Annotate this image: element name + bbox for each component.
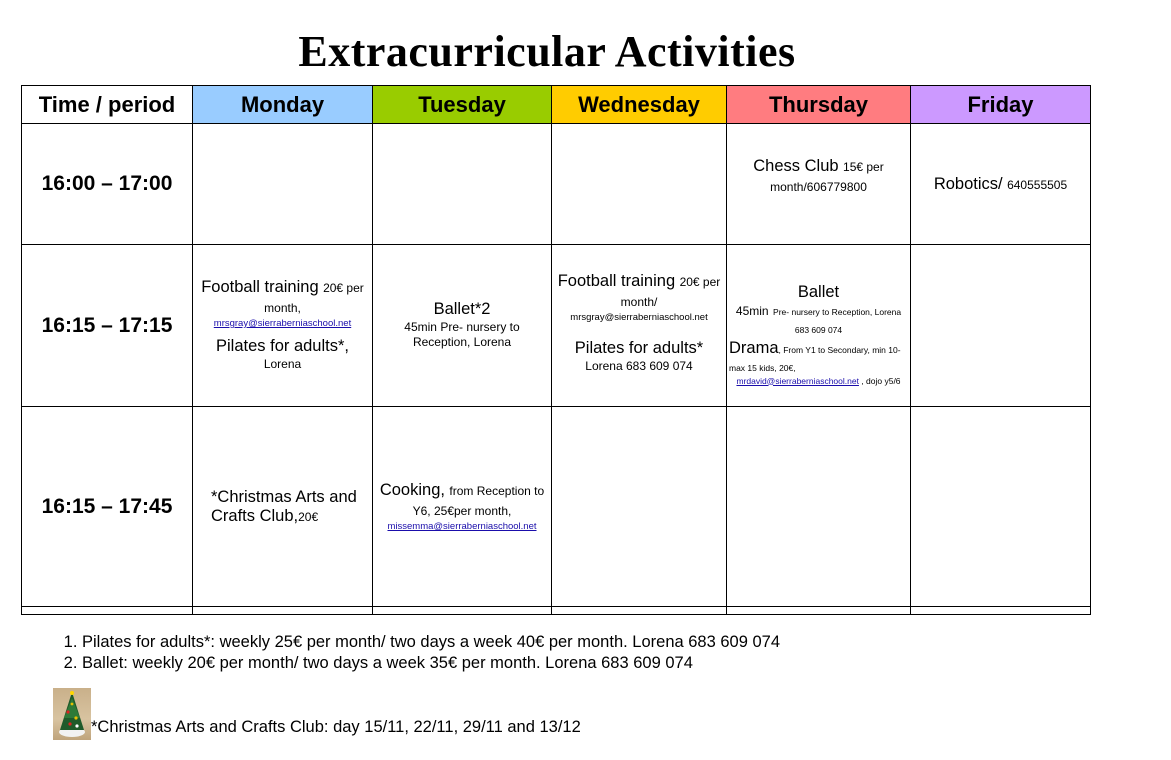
cell-tuesday-ballet — [373, 245, 552, 407]
header-tuesday: Tuesday — [373, 86, 552, 124]
email-link[interactable]: mrdavid@sierraberniaschool.net — [736, 375, 859, 386]
ballet-detail: Pre- nursery to Reception, Lorena 683 609 074 — [773, 306, 902, 336]
football-detail: 20€ per month/ — [620, 275, 721, 309]
pilates-label: Pilates for adults*, — [216, 336, 349, 355]
cell-friday-empty — [911, 245, 1091, 407]
table-row-spacer — [22, 607, 1091, 615]
christmas-club-dates: *Christmas Arts and Crafts Club: day 15/11, 22/11, 29/11 and 13/12 — [91, 718, 581, 736]
cell-monday-football-pilates — [193, 245, 373, 407]
spacer-cell — [552, 607, 727, 615]
cell-wednesday-empty — [552, 124, 727, 245]
cell-monday-empty — [193, 124, 373, 245]
cell-friday-robotics — [911, 124, 1091, 245]
cell-thursday-chess — [727, 124, 911, 245]
table-row — [22, 124, 1091, 245]
football-label: Football training — [557, 272, 676, 290]
spacer-cell — [373, 607, 552, 615]
ballet-detail: 45min Pre- nursery to Reception, Lorena — [404, 319, 520, 349]
header-wednesday: Wednesday — [552, 86, 727, 124]
cooking-label: Cooking, — [379, 481, 445, 500]
drama-label: Drama — [729, 338, 779, 357]
table-row — [22, 407, 1091, 607]
time-cell: 16:00 – 17:00 — [22, 124, 193, 245]
pilates-detail: Lorena — [263, 356, 302, 371]
robotics-label: Robotics/ — [933, 174, 1003, 193]
cell-wednesday-football-pilates — [552, 245, 727, 407]
time-cell: 16:15 – 17:15 — [22, 245, 193, 407]
football-detail: 20€ per month, — [264, 281, 364, 315]
cell-wednesday-empty — [552, 407, 727, 607]
drama-detail: , From Y1 to Secondary, min 10- max 15 kids, 20€, — [729, 344, 901, 374]
header-time: Time / period — [22, 86, 193, 124]
ballet-label: Ballet — [797, 283, 840, 301]
header-row — [22, 86, 1091, 124]
header-friday: Friday — [911, 86, 1091, 124]
christmas-tree-icon — [53, 688, 91, 740]
header-monday: Monday — [193, 86, 373, 124]
christmas-club-price: 20€ — [298, 509, 319, 524]
cell-monday-christmas — [193, 407, 373, 607]
notes-list — [46, 632, 780, 674]
email-link[interactable]: mrsgray@sierraberniaschool.net — [213, 318, 352, 329]
page-title: Extracurricular Activities — [298, 27, 796, 76]
cell-thursday-empty — [727, 407, 911, 607]
pilates-detail: Lorena 683 609 074 — [585, 358, 693, 373]
christmas-club-label: *Christmas Arts and Crafts Club, — [211, 487, 357, 525]
spacer-cell — [727, 607, 911, 615]
spacer-cell — [911, 607, 1091, 615]
cell-tuesday-cooking — [373, 407, 552, 607]
spacer-cell — [22, 607, 193, 615]
activities-table — [21, 85, 1091, 615]
robotics-phone: 640555505 — [1007, 177, 1068, 192]
table-row — [22, 245, 1091, 407]
ballet-time: 45min — [735, 303, 769, 318]
email-text: mrsgray@sierraberniaschool.net — [570, 312, 708, 323]
pilates-label: Pilates for adults* — [574, 338, 704, 357]
cell-tuesday-empty — [373, 124, 552, 245]
chess-club-label: Chess Club — [753, 157, 839, 175]
dojo-note: , dojo y5/6 — [858, 375, 901, 386]
email-link[interactable]: missemma@sierraberniaschool.net — [387, 521, 537, 533]
note-ballet: 2. Ballet: weekly 20€ per month/ two days a week 35€ per month. Lorena 683 609 074 — [82, 653, 780, 674]
time-cell: 16:15 – 17:45 — [22, 407, 193, 607]
note-pilates: 1. Pilates for adults*: weekly 25€ per month/ two days a week 40€ per month. Lorena 683 609 074 — [82, 632, 780, 653]
cooking-detail: from Reception to Y6, 25€per month, — [412, 484, 545, 519]
spacer-cell — [193, 607, 373, 615]
ballet-label: Ballet*2 — [433, 300, 491, 318]
cell-friday-empty — [911, 407, 1091, 607]
header-thursday: Thursday — [727, 86, 911, 124]
cell-thursday-ballet-drama — [727, 245, 911, 407]
football-label: Football training — [201, 278, 319, 296]
chess-club-detail: 15€ per month/606779800 — [770, 160, 884, 194]
